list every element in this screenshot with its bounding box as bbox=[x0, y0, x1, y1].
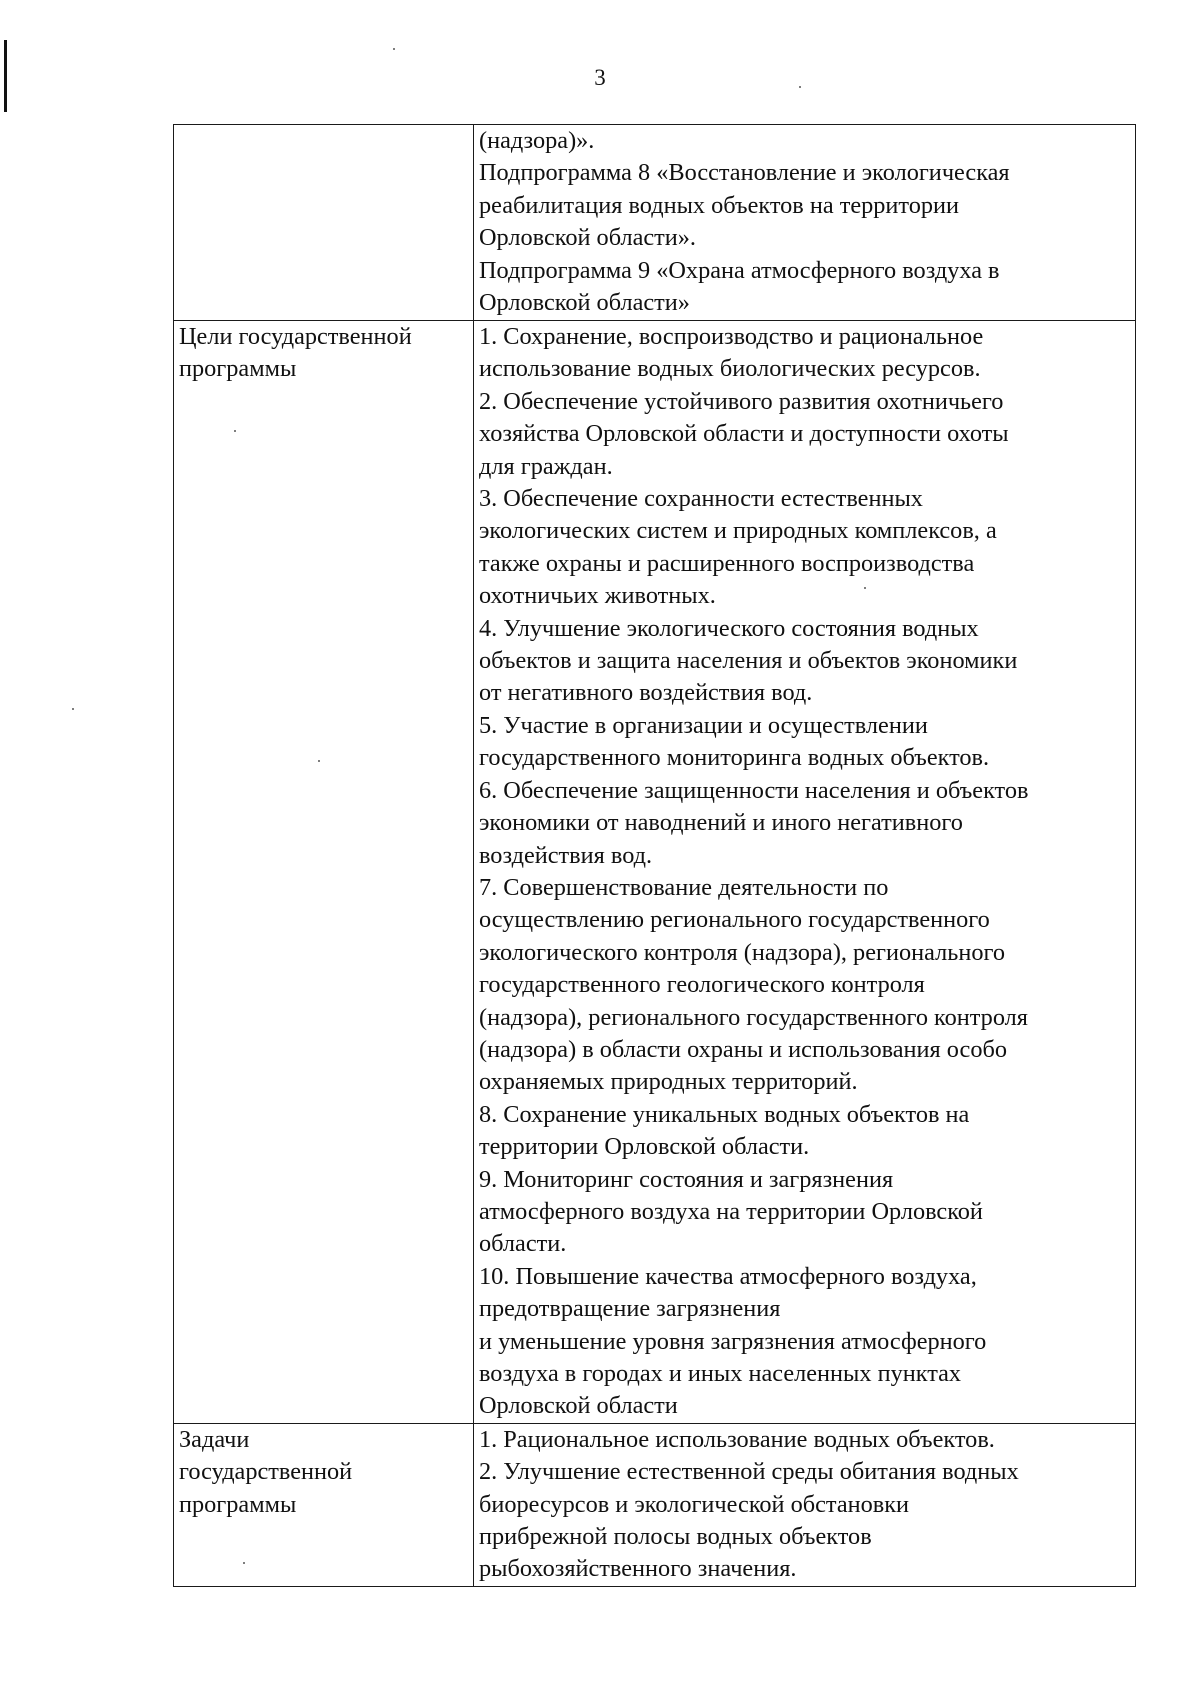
program-passport-table bbox=[173, 124, 1136, 1587]
cell-text-line: 2. Улучшение естественной среды обитания водных bbox=[479, 1458, 1019, 1486]
cell-text-line: 4. Улучшение экологического состояния водных bbox=[479, 614, 979, 642]
cell-text-line: экологического контроля (надзора), регионального bbox=[479, 938, 1005, 966]
cell-text-line: экономики от наводнений и иного негативного bbox=[479, 809, 963, 837]
cell-text-line: 5. Участие в организации и осуществлении bbox=[479, 711, 928, 739]
cell-text-line: осуществлению регионального государственного bbox=[479, 906, 990, 934]
cell-text-line: государственной bbox=[179, 1458, 353, 1486]
row-label-cell bbox=[174, 1423, 474, 1586]
scan-speck bbox=[243, 1562, 245, 1564]
cell-text-line: государственного геологического контроля bbox=[479, 971, 925, 999]
table-row bbox=[174, 321, 1136, 1424]
cell-text-line: хозяйства Орловской области и доступности охоты bbox=[479, 420, 1009, 448]
cell-text-line: атмосферного воздуха на территории Орловской bbox=[479, 1197, 983, 1225]
scan-speck bbox=[799, 86, 801, 88]
cell-text-line: государственного мониторинга водных объектов. bbox=[479, 744, 990, 772]
cell-text-line: Цели государственной bbox=[179, 323, 412, 350]
table-row bbox=[174, 1423, 1136, 1586]
cell-text-line: прибрежной полосы водных объектов bbox=[479, 1523, 872, 1551]
cell-text-line: охраняемых природных территорий. bbox=[479, 1068, 858, 1096]
cell-text-line: 6. Обеспечение защищенности населения и объектов bbox=[479, 776, 1029, 804]
scan-speck bbox=[72, 708, 74, 710]
cell-text-line: области. bbox=[479, 1230, 567, 1258]
cell-text-line: 8. Сохранение уникальных водных объектов на bbox=[479, 1100, 970, 1128]
row-content-cell bbox=[474, 1423, 1136, 1586]
cell-text-line: объектов и защита населения и объектов экономики bbox=[479, 647, 1018, 675]
cell-text-line: (надзора)». bbox=[479, 127, 595, 154]
cell-text-line: (надзора), регионального государственного контроля bbox=[479, 1003, 1028, 1031]
cell-text-line: также охраны и расширенного воспроизводства bbox=[479, 549, 975, 577]
cell-text-line: воздуха в городах и иных населенных пунктах bbox=[479, 1360, 962, 1387]
cell-text-line: 1. Рациональное использование водных объектов. bbox=[479, 1425, 995, 1453]
scan-speck bbox=[234, 430, 236, 432]
cell-text-line: Задачи bbox=[179, 1425, 250, 1453]
cell-text-line: 2. Обеспечение устойчивого развития охотничьего bbox=[479, 387, 1004, 415]
cell-text-line: программы bbox=[179, 355, 297, 383]
scan-speck bbox=[864, 587, 866, 589]
cell-text-line: 10. Повышение качества атмосферного воздуха, bbox=[479, 1262, 977, 1290]
cell-text-line: от негативного воздействия вод. bbox=[479, 679, 813, 707]
cell-text-line: воздействия вод. bbox=[479, 841, 653, 869]
cell-text-line: 3. Обеспечение сохранности естественных bbox=[479, 485, 923, 513]
cell-text-line: и уменьшение уровня загрязнения атмосферного bbox=[479, 1327, 987, 1355]
table-row bbox=[174, 125, 1136, 321]
cell-text-line: охотничьих животных. bbox=[479, 582, 716, 610]
row-label-cell bbox=[174, 125, 474, 321]
cell-text-line: 9. Мониторинг состояния и загрязнения bbox=[479, 1165, 894, 1193]
cell-text-line: реабилитация водных объектов на территории bbox=[479, 191, 960, 219]
page-number: 3 bbox=[594, 65, 606, 90]
cell-text-line: Подпрограмма 8 «Восстановление и экологическая bbox=[479, 159, 1010, 187]
cell-text-line: биоресурсов и экологической обстановки bbox=[479, 1490, 910, 1518]
cell-text-line: Орловской области». bbox=[479, 224, 696, 252]
cell-text-line: предотвращение загрязнения bbox=[479, 1295, 781, 1323]
scan-speck bbox=[318, 760, 320, 762]
row-label-cell bbox=[174, 321, 474, 1424]
cell-text-line: (надзора) в области охраны и использования особо bbox=[479, 1035, 1007, 1063]
cell-text-line: 7. Совершенствование деятельности по bbox=[479, 873, 889, 901]
row-content-cell bbox=[474, 125, 1136, 321]
cell-text-line: Орловской области bbox=[479, 1392, 678, 1420]
cell-text-line: программы bbox=[179, 1490, 297, 1518]
row-content-cell bbox=[474, 321, 1136, 1424]
cell-text-line: Орловской области» bbox=[479, 289, 690, 317]
cell-text-line: Подпрограмма 9 «Охрана атмосферного воздуха в bbox=[479, 256, 1000, 284]
scan-speck bbox=[393, 48, 395, 50]
cell-text-line: рыбохозяйственного значения. bbox=[479, 1555, 797, 1583]
cell-text-line: 1. Сохранение, воспроизводство и рациональное bbox=[479, 323, 984, 350]
cell-text-line: для граждан. bbox=[479, 452, 613, 480]
cell-text-line: территории Орловской области. bbox=[479, 1133, 810, 1161]
cell-text-line: использование водных биологических ресурсов. bbox=[479, 355, 981, 383]
cell-text-line: экологических систем и природных комплексов, а bbox=[479, 517, 997, 545]
